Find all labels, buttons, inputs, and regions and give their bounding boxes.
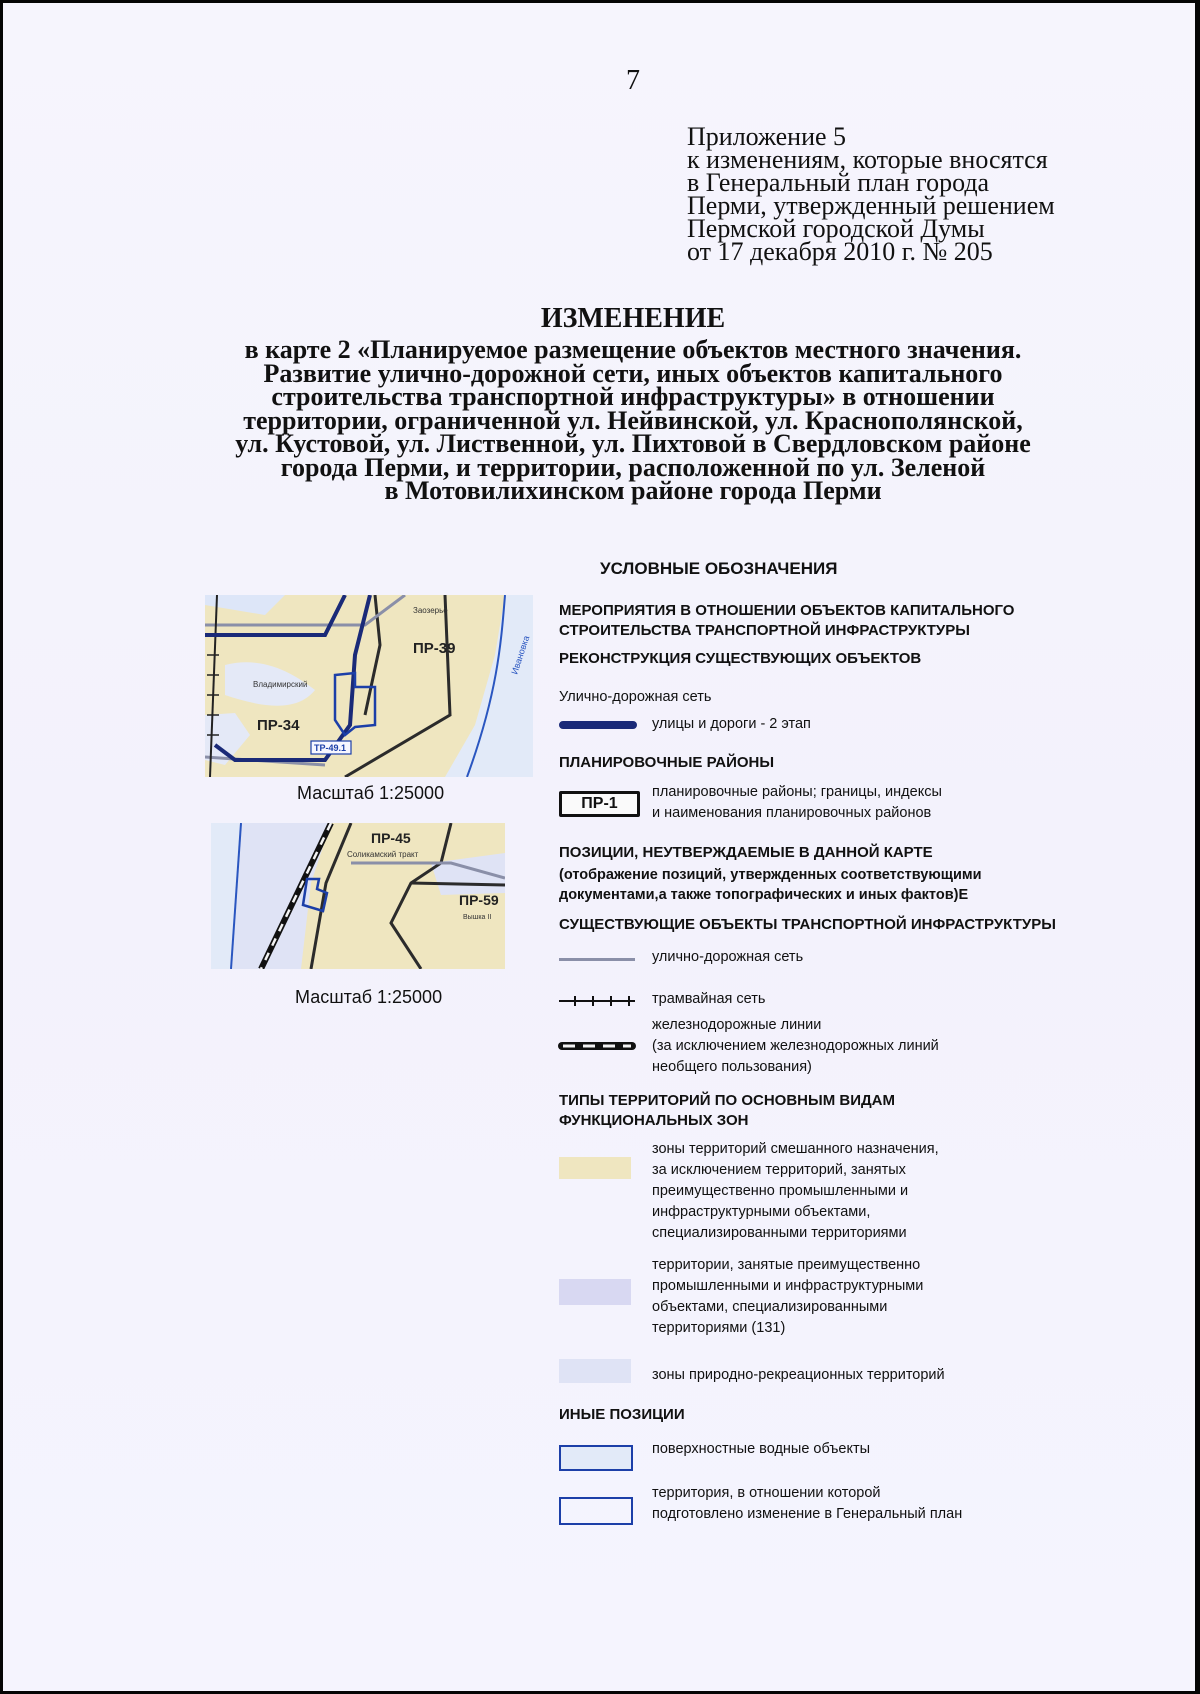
legend-road-network: улично-дорожная сеть <box>652 949 804 965</box>
industrial-zone-swatch <box>559 1279 631 1305</box>
map-2-scale: Масштаб 1:25000 <box>295 987 443 1007</box>
legend-heading-line: МЕРОПРИЯТИЯ В ОТНОШЕНИИ ОБЪЕКТОВ КАПИТАЛЬНОГО <box>559 602 1015 619</box>
map-label-zaozerye: Заозерье <box>413 606 448 615</box>
legend-text-line: территория, в отношении которой <box>652 1485 881 1501</box>
legend-text-line: (за исключением железнодорожных линий <box>652 1038 939 1054</box>
street-stage2-swatch <box>559 721 637 729</box>
legend-heading-line: СТРОИТЕЛЬСТВА ТРАНСПОРТНОЙ ИНФРАСТРУКТУРЫ <box>559 622 970 639</box>
subtitle-line: Развитие улично-дорожной сети, иных объектов капитального <box>263 358 1003 388</box>
appendix-line: Пермской городской Думы <box>687 214 985 243</box>
subtitle-line: города Перми, и территории, расположенной по ул. Зеленой <box>280 452 986 482</box>
legend-measures-heading <box>559 601 1014 641</box>
legend-planning-desc <box>652 782 942 824</box>
legend-text-line: необщего пользования) <box>652 1059 812 1075</box>
planning-district-badge: ПР-1 <box>559 791 640 817</box>
appendix-block <box>687 122 1055 266</box>
legend-text-line: территориями (131) <box>652 1320 786 1336</box>
legend-reconstruction-heading: РЕКОНСТРУКЦИЯ СУЩЕСТВУЮЩИХ ОБЪЕКТОВ <box>559 650 922 667</box>
mixed-zone-swatch <box>559 1157 631 1179</box>
road-network-swatch <box>559 958 635 961</box>
legend-text-line: подготовлено изменение в Генеральный план <box>652 1506 963 1522</box>
document-page <box>3 3 1195 1691</box>
legend-text-line: железнодорожные линии <box>652 1017 822 1033</box>
map-label-river: Ивановка <box>509 634 532 676</box>
legend-water: поверхностные водные объекты <box>652 1441 871 1457</box>
railway-swatch <box>557 1041 637 1053</box>
legend-industrial-zone <box>652 1255 923 1339</box>
legend-streets-stage2: улицы и дороги - 2 этап <box>652 716 811 732</box>
legend-existing-heading: СУЩЕСТВУЮЩИЕ ОБЪЕКТЫ ТРАНСПОРТНОЙ ИНФРАСТРУКТУРЫ <box>559 916 1056 933</box>
map-label-tr: ТР-49.1 <box>314 743 347 753</box>
change-area-swatch <box>559 1497 633 1525</box>
legend-mixed-zone <box>652 1139 939 1244</box>
legend-planning-heading: ПЛАНИРОВОЧНЫЕ РАЙОНЫ <box>559 754 775 771</box>
recreation-zone-swatch <box>559 1359 631 1383</box>
map-label-street: Соликамский тракт <box>347 850 419 859</box>
document-title: ИЗМЕНЕНИЕ <box>540 303 726 334</box>
map-label-pr39: ПР-39 <box>413 640 456 657</box>
appendix-line: Приложение 5 <box>687 122 847 151</box>
tram-swatch <box>559 995 635 1007</box>
legend-road-network-label: Улично-дорожная сеть <box>559 689 712 705</box>
map-label-pr34: ПР-34 <box>257 717 300 734</box>
page-number: 7 <box>626 65 640 96</box>
legend-zones-heading <box>559 1091 895 1131</box>
map-label-small: Вышка II <box>463 914 492 921</box>
legend-text-line: специализированными территориями <box>652 1225 907 1241</box>
legend-text-line: преимущественно промышленными и <box>652 1183 909 1199</box>
legend-unapproved-heading: ПОЗИЦИИ, НЕУТВЕРЖДАЕМЫЕ В ДАННОЙ КАРТЕ <box>559 844 933 861</box>
legend-text-line: территории, занятые преимущественно <box>652 1257 921 1273</box>
legend-heading-line: ТИПЫ ТЕРРИТОРИЙ ПО ОСНОВНЫМ ВИДАМ <box>559 1092 895 1109</box>
legend-unapproved-note <box>559 865 982 905</box>
map-1-scale: Масштаб 1:25000 <box>297 783 445 803</box>
legend-text-line: и наименования планировочных районов <box>652 805 932 821</box>
legend-text-line: планировочные районы; границы, индексы <box>652 784 942 800</box>
legend-tram: трамвайная сеть <box>652 991 766 1007</box>
map-label-pr59: ПР-59 <box>459 892 499 908</box>
legend-text-line: зоны территорий смешанного назначения, <box>652 1141 939 1157</box>
map-fragment-1 <box>205 595 533 777</box>
appendix-line: в Генеральный план города <box>687 168 990 197</box>
legend-railway <box>652 1015 939 1078</box>
legend-other-heading: ИНЫЕ ПОЗИЦИИ <box>559 1406 685 1423</box>
subtitle-line: строительства транспортной инфраструктуры» в отношении <box>271 382 995 411</box>
subtitle-line: в Мотовилихинском районе города Перми <box>384 476 882 505</box>
legend-text-line: (отображение позиций, утвержденных соответствующими <box>559 867 982 883</box>
legend-recreation-zone: зоны природно-рекреационных территорий <box>652 1367 945 1383</box>
appendix-line: от 17 декабря 2010 г. № 205 <box>687 237 993 266</box>
legend-text-line: промышленными и инфраструктурными <box>652 1278 924 1294</box>
map-label-pr45: ПР-45 <box>371 830 411 846</box>
document-subtitle <box>183 335 1083 505</box>
legend-text-line: за исключением территорий, занятых <box>652 1162 906 1178</box>
legend-heading-line: ФУНКЦИОНАЛЬНЫХ ЗОН <box>559 1112 749 1129</box>
legend-text-line: инфраструктурными объектами, <box>652 1204 871 1220</box>
subtitle-line: в карте 2 «Планируемое размещение объектов местного значения. <box>244 335 1022 364</box>
appendix-line: к изменениям, которые вносятся <box>687 145 1048 174</box>
legend-change-area <box>652 1483 962 1525</box>
subtitle-line: ул. Кустовой, ул. Лиственной, ул. Пихтовой в Свердловском районе <box>235 429 1031 458</box>
legend-text-line: документами,а также топографических и иных фактов)Е <box>559 887 969 903</box>
legend-text-line: объектами, специализированными <box>652 1299 888 1315</box>
water-swatch <box>559 1445 633 1471</box>
legend-title: УСЛОВНЫЕ ОБОЗНАЧЕНИЯ <box>600 559 838 578</box>
map-label-vladimirsky: Владимирский <box>253 680 308 689</box>
appendix-line: Перми, утвержденный решением <box>687 191 1055 220</box>
subtitle-line: территории, ограниченной ул. Нейвинской, ул. Краснополянской, <box>243 405 1023 435</box>
map-fragment-2 <box>211 823 505 969</box>
